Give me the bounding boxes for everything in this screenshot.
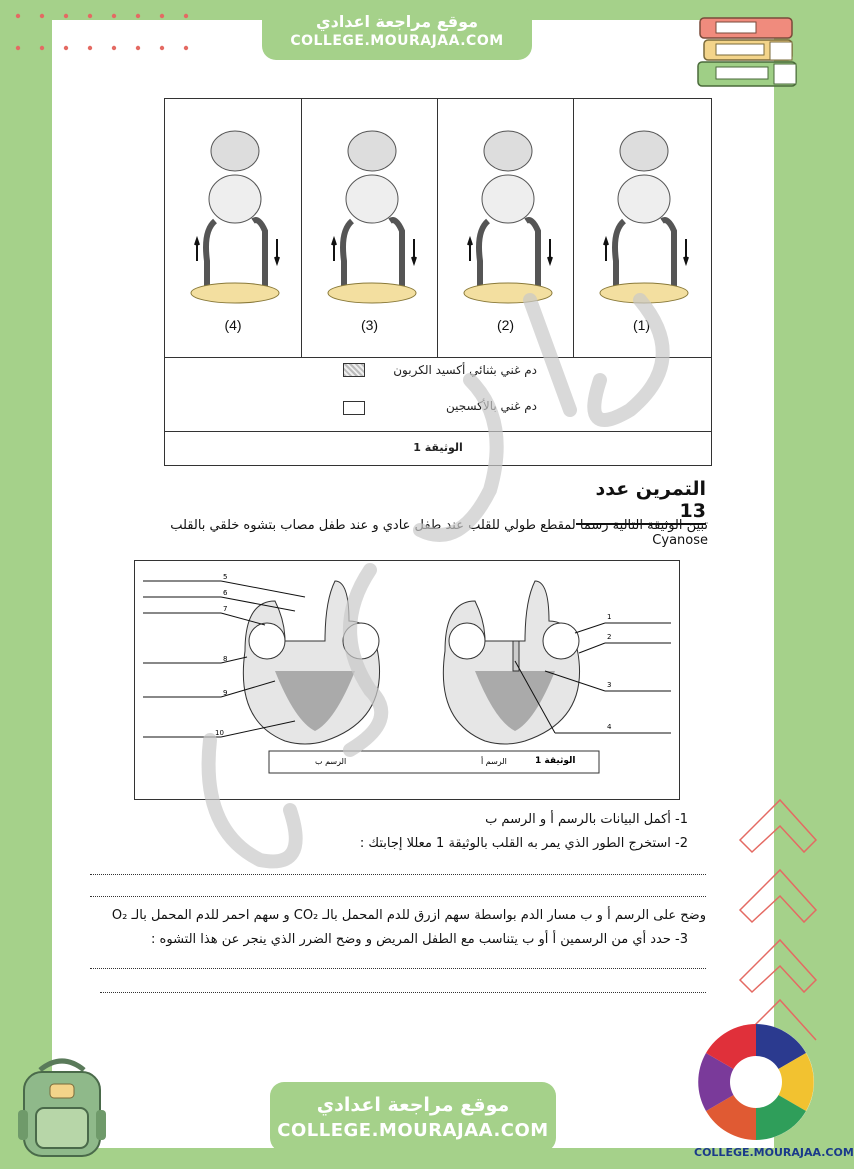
o2-swatch	[343, 401, 365, 415]
backpack-icon	[10, 1054, 114, 1162]
label-num-2: 2	[607, 633, 612, 641]
document-2	[134, 560, 680, 800]
label-num-3: 3	[607, 681, 612, 689]
footer-site-url[interactable]: COLLEGE.MOURAJAA.COM	[277, 1120, 549, 1141]
answer-line-1[interactable]	[90, 874, 706, 875]
exercise-intro: تبين الوثيقة التالية رسما لمقطع طولي للقلب عند طفل عادي و عند طفل مصاب بتشوه خلقي بالقلب Cyanose	[170, 518, 708, 548]
panel-label-4: (4)	[224, 317, 242, 333]
answer-line-2[interactable]	[90, 896, 706, 897]
answer-line-3[interactable]	[90, 968, 706, 969]
circulation-diagram-3	[310, 121, 430, 311]
instruction-arrows: وضح على الرسم أ و ب مسار الدم بواسطة سهم ازرق للدم المحمل بالـ CO₂ و سهم احمر للدم المحمل بالـ O₂	[111, 908, 706, 923]
site-name: موقع مراجعة اعدادي	[315, 12, 479, 31]
footer-site-name: موقع مراجعة اعدادي	[316, 1094, 510, 1116]
circulation-panel-3	[301, 99, 437, 357]
exercise-title	[576, 478, 706, 522]
legend-o2: دم غني بالأكسجين	[445, 399, 537, 413]
site-url[interactable]: COLLEGE.MOURAJAA.COM	[290, 33, 504, 49]
label-num-10: 10	[215, 729, 224, 737]
doc1-legend	[165, 357, 711, 432]
books-icon	[694, 14, 806, 94]
question-3: 3- حدد أي من الرسمين أ أو ب يتناسب مع الطفل المريض و وضح الضرر الذي ينجر عن هذا التشوه :	[151, 932, 688, 947]
footer-banner[interactable]	[270, 1082, 556, 1152]
panel-label-1: (1)	[632, 317, 651, 333]
exercise-title-text: التمرين عدد 13	[595, 478, 706, 522]
logo-url: COLLEGE.MOURAJAA.COM	[694, 1146, 854, 1159]
doc1-caption: الوثيقة 1	[413, 441, 463, 454]
panel-label-3: (3)	[360, 317, 379, 333]
circulation-diagram-2	[446, 121, 566, 311]
label-num-9: 9	[223, 689, 228, 697]
circulation-panel-4	[165, 99, 301, 357]
circulation-panel-1	[573, 99, 709, 357]
question-2: 2- استخرج الطور الذي يمر به القلب بالوثيقة 1 معللا إجابتك :	[359, 836, 688, 851]
label-num-7: 7	[223, 605, 228, 613]
circulation-diagram-4	[173, 121, 293, 311]
drawing-b-label: الرسم ب	[315, 757, 347, 766]
circulation-panel-2	[437, 99, 573, 357]
heart-diagrams	[135, 561, 679, 799]
circulation-panels	[165, 99, 711, 358]
legend-co2: دم غني بثنائي أكسيد الكربون	[393, 363, 537, 377]
document-1	[164, 98, 712, 466]
question-1: 1- أكمل البيانات بالرسم أ و الرسم ب	[485, 812, 688, 827]
chevron-decoration	[730, 790, 820, 1040]
co2-swatch	[343, 363, 365, 377]
label-num-5: 5	[223, 573, 228, 581]
label-num-8: 8	[223, 655, 228, 663]
label-num-6: 6	[223, 589, 228, 597]
circulation-diagram-1	[582, 121, 702, 311]
site-logo[interactable]	[694, 1020, 854, 1164]
drawing-a-label: الرسم أ	[481, 757, 507, 766]
answer-line-4[interactable]	[100, 992, 706, 993]
decorative-dots	[8, 4, 208, 56]
label-num-4: 4	[607, 723, 612, 731]
logo-wheel-icon	[694, 1020, 818, 1144]
panel-label-2: (2)	[496, 317, 515, 333]
heart-diagram-a	[443, 581, 579, 744]
header-banner[interactable]	[262, 6, 532, 60]
label-num-1: 1	[607, 613, 612, 621]
doc2-caption: الوثيقة 1	[535, 756, 576, 766]
